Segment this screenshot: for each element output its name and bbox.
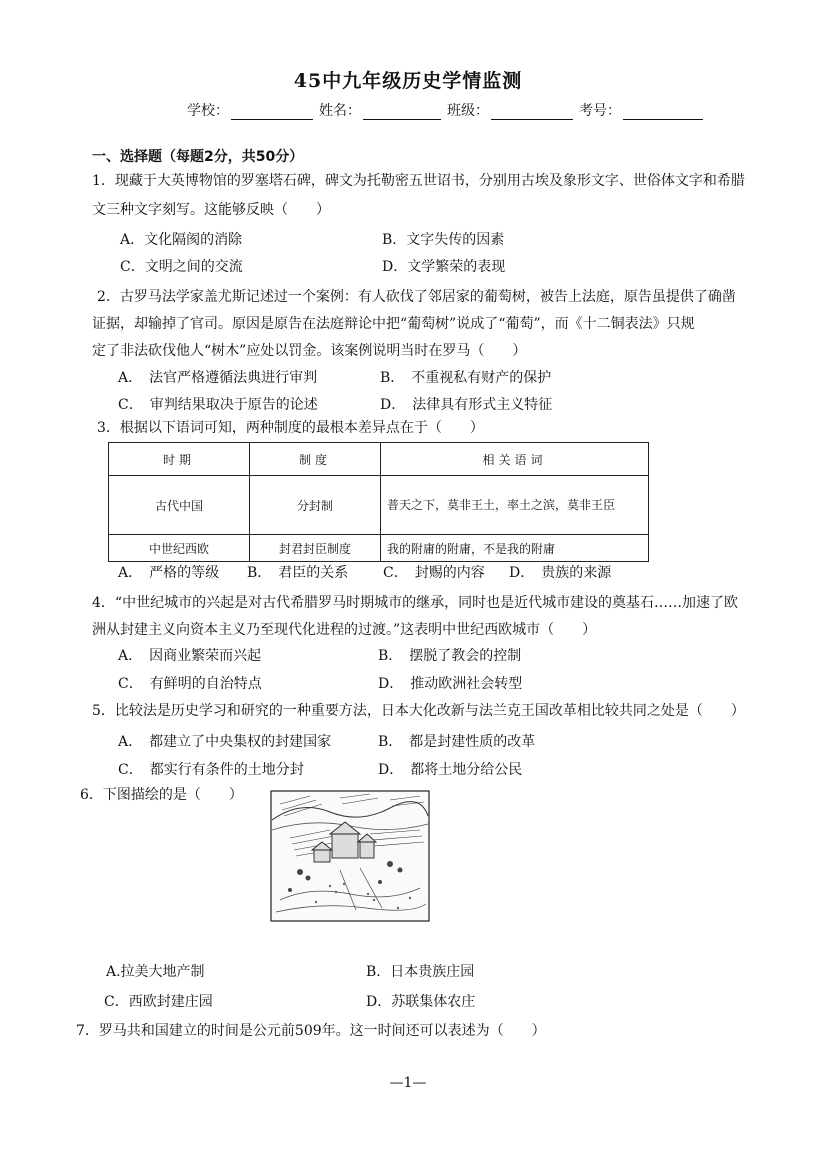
number-blank[interactable]	[623, 105, 703, 120]
question-2-option-d[interactable]: D． 法律具有形式主义特征	[380, 397, 553, 413]
page-title: 45中九年级历史学情监测	[293, 70, 523, 92]
question-3-table	[108, 442, 649, 562]
question-3-option-b[interactable]: B． 君臣的关系	[247, 565, 349, 581]
question-2-option-c[interactable]: C． 审判结果取决于原告的论述	[118, 397, 318, 413]
table-header-row	[109, 443, 649, 476]
question-1-line-2: 文三种文字刻写。这能够反映（ ）	[92, 202, 330, 218]
name-blank[interactable]	[363, 105, 441, 120]
page-number: —1—	[389, 1075, 427, 1091]
question-2-line-2: 证据，却输掉了官司。原因是原告在法庭辩论中把“葡萄树”说成了“葡萄”，而《十二铜表法》只规	[92, 316, 695, 332]
question-6-line-1: 6．下图描绘的是（ ）	[80, 787, 243, 803]
question-2-line-3: 定了非法砍伐他人“树木”应处以罚金。该案例说明当时在罗马（ ）	[92, 343, 527, 359]
question-6-option-a[interactable]: A.拉美大地产制	[106, 964, 205, 980]
question-7-line-1: 7．罗马共和国建立的时间是公元前509年。这一时间还可以表述为（ ）	[76, 1023, 546, 1039]
table-cell: 封君封臣制度	[250, 535, 381, 562]
question-4-option-b[interactable]: B． 摆脱了教会的控制	[378, 648, 522, 664]
question-4-line-1: 4．“中世纪城市的兴起是对古代希腊罗马时期城市的继承，同时也是近代城市建设的奠基石……加速了欧	[92, 595, 739, 611]
question-1-line-1: 1．现藏于大英博物馆的罗塞塔石碑，碑文为托勒密五世诏书，分别用古埃及象形文字、世俗体文字和希腊	[92, 173, 745, 189]
class-label: 班级：	[447, 103, 489, 119]
question-3-option-d[interactable]: D． 贵族的来源	[509, 565, 612, 581]
table-header-system: 制度	[250, 443, 381, 476]
table-cell: 普天之下，莫非王土，率土之滨，莫非王臣	[381, 476, 649, 535]
question-6-option-b[interactable]: B．日本贵族庄园	[366, 964, 475, 980]
question-3-option-c[interactable]: C． 封赐的内容	[383, 565, 485, 581]
question-2-option-b[interactable]: B． 不重视私有财产的保护	[380, 370, 552, 386]
question-5-line-1: 5．比较法是历史学习和研究的一种重要方法，日本大化改新与法兰克王国改革相比较共同之处是（ ）	[92, 703, 745, 719]
question-1-option-a[interactable]: A．文化隔阂的消除	[120, 232, 243, 248]
table-header-period: 时期	[109, 443, 250, 476]
table-cell: 分封制	[250, 476, 381, 535]
table-row	[109, 535, 649, 562]
question-4-option-c[interactable]: C． 有鲜明的自治特点	[118, 676, 262, 692]
table-cell: 中世纪西欧	[109, 535, 250, 562]
question-6-option-c[interactable]: C．西欧封建庄园	[104, 994, 213, 1010]
question-4-option-d[interactable]: D． 推动欧洲社会转型	[378, 676, 523, 692]
manor-illustration	[270, 790, 430, 922]
question-3-option-a[interactable]: A． 严格的等级	[118, 565, 220, 581]
name-label: 姓名：	[319, 103, 361, 119]
question-1-option-d[interactable]: D．文学繁荣的表现	[382, 259, 506, 275]
table-cell: 我的附庸的附庸，不是我的附庸	[381, 535, 649, 562]
school-blank[interactable]	[231, 105, 313, 120]
question-6-option-d[interactable]: D．苏联集体农庄	[366, 994, 476, 1010]
question-2-option-a[interactable]: A． 法官严格遵循法典进行审判	[118, 370, 318, 386]
question-4-option-a[interactable]: A． 因商业繁荣而兴起	[118, 648, 262, 664]
table-row	[109, 476, 649, 535]
student-info-row	[187, 100, 709, 120]
question-4-line-2: 洲从封建主义向资本主义乃至现代化进程的过渡。”这表明中世纪西欧城市（ ）	[92, 622, 597, 638]
table-cell: 古代中国	[109, 476, 250, 535]
question-5-option-c[interactable]: C． 都实行有条件的土地分封	[118, 762, 304, 778]
question-5-option-d[interactable]: D． 都将土地分给公民	[378, 762, 523, 778]
question-1-option-c[interactable]: C．文明之间的交流	[120, 259, 243, 275]
question-5-option-b[interactable]: B． 都是封建性质的改革	[378, 734, 536, 750]
question-1-option-b[interactable]: B．文字失传的因素	[382, 232, 505, 248]
question-2-line-1: 2．古罗马法学家盖尤斯记述过一个案例：有人砍伐了邻居家的葡萄树，被告上法庭，原告虽提供了确凿	[97, 289, 736, 305]
question-5-option-a[interactable]: A． 都建立了中央集权的封建国家	[118, 734, 332, 750]
number-label: 考号：	[579, 103, 621, 119]
table-header-phrases: 相关语词	[381, 443, 649, 476]
class-blank[interactable]	[491, 105, 573, 120]
school-label: 学校：	[187, 103, 229, 119]
question-3-line-1: 3．根据以下语词可知，两种制度的最根本差异点在于（ ）	[97, 420, 484, 436]
section-heading: 一、选择题（每题2分，共50分）	[92, 149, 304, 165]
